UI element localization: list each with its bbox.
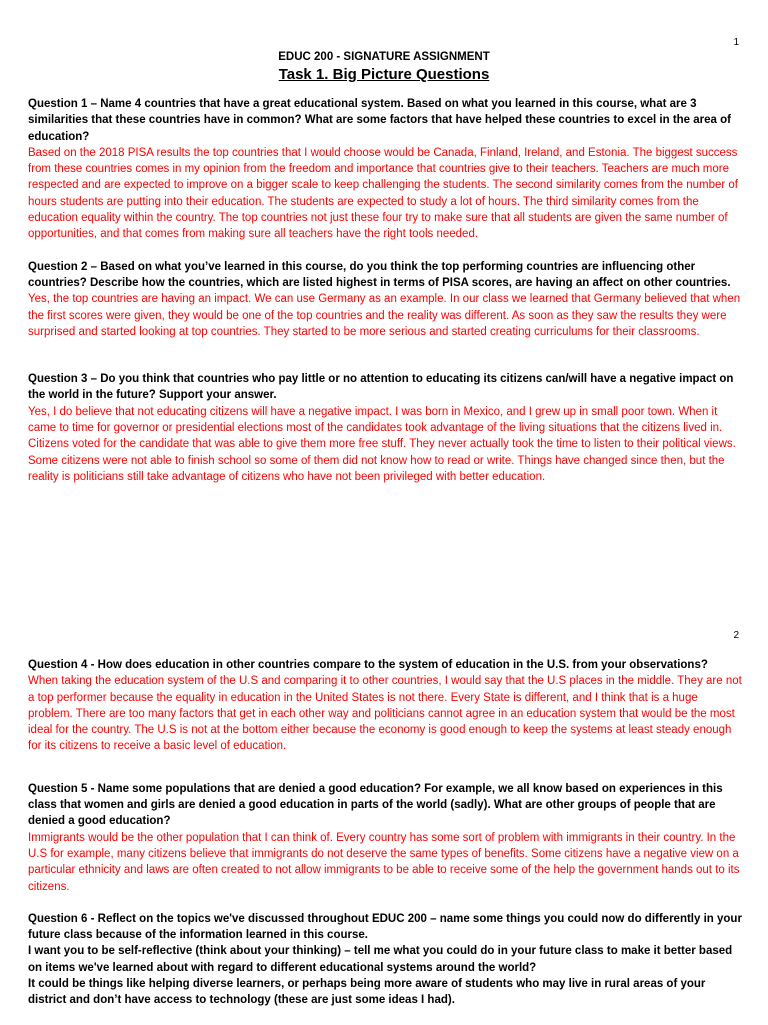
assignment-label: EDUC 200 - SIGNATURE ASSIGNMENT [278,51,490,63]
question-6-text: Question 6 - Reflect on the topics we've discussed throughout EDUC 200 – name some things you could now do differently in your future class because of the information learned in this course. [28,912,742,942]
question-block-2 [28,259,742,340]
task-title: Task 1. Big Picture Questions [278,66,490,83]
question-2-text: Question 2 – Based on what you’ve learned in this course, do you think the top performing countries are influencing other countries? Describe how the countries, which are listed highest in terms of PISA scores, are having an affect on other countries. [28,260,731,289]
question-4-text: Question 4 - How does education in other countries compare to the system of education in the U.S. from your observations? [28,659,708,671]
question-1-text: Question 1 – Name 4 countries that have a great educational system. Based on what you learned in this course, what are 3 similarities that these countries have in common? What are some factors that have helped these countries to excel in the area of education? [28,98,731,143]
answer-5-text: Immigrants would be the other population that I can think of. Every country has some sort of problem with immigrants in their country. In the U.S for example, many citizens believe that immigrants do not deserve the same types of benefits. Some citizens have a negative view on a particular ethnicity and laws are often created to not allow immigrants to be able to receive some of the help the government hands out to its citizens. [28,831,740,893]
question-block-1 [28,96,742,243]
answer-2-text: Yes, the top countries are having an impact. We can use Germany as an example. In our class we learned that Germany believed that when the first scores were given, they would be one of the top countries and the reality was different. As soon as they saw the results they were surprised and started looking at top countries. They started to be more serious and started creating curriculums for their classrooms. [28,293,741,338]
question-3-text: Question 3 – Do you think that countries who pay little or no attention to educating its citizens can/will have a negative impact on the world in the future? Support your answer. [28,373,734,402]
question-block-5 [28,781,742,895]
document-page-2 [0,612,768,1024]
answer-3-text: Yes, I do believe that not educating citizens will have a negative impact. I was born in Mexico, and I grew up in small poor town. When it came to time for governor or presidential elections most of the candidates took advantage of the living situations that the citizens lived in. Citizens voted for the candidate that was able to give them more free stuff. They never actually took the time to listen to their political views. Some citizens were not able to finish school so some of them did not know how to read or write. Things have changed since then, but the reality is politicians still take advantage of citizens who have not been privileged with better education. [28,405,736,483]
page-2-content [28,657,742,1025]
page-1-content [28,96,742,501]
page-number: 2 [733,630,739,641]
question-block-3 [28,371,742,485]
question-6-examples: It could be things like helping diverse learners, or perhaps being more aware of students who may live in rural areas of your district and don’t have access to technology (these are just some ideas I had). [28,978,706,1007]
question-5-text: Question 5 - Name some populations that are denied a good education? For example, we all know based on experiences in this class that women and girls are denied a good education in parts of the world (sadly). What are other groups of people that are denied a good education? [28,782,723,828]
question-6-instruction: I want you to be self-reflective (think about your thinking) – tell me what you could do in your future class to make it better based on items we've learned about with regard to different educational systems around the world? [28,945,733,974]
page-number: 1 [733,37,739,48]
answer-4-text: When taking the education system of the U.S and comparing it to other countries, I would say that the U.S places in the middle. They are not a top performer because the equality in education in the United States is not there. Every State is different, and I think that is a huge problem. There are too many factors that get in each other way and politicians cannot agree in an education system that would be the most ideal for the country. The U.S is not at the bottom either because the economy is good enough to keep the systems at least steady enough for its citizens to receive a basic level of education. [28,675,742,753]
question-block-6 [28,911,742,1009]
answer-1-text: Based on the 2018 PISA results the top countries that I would choose would be Canada, Finland, Ireland, and Estonia. The biggest success from these countries comes in my opinion from the freedom and importance that countries give to their teachers. Teachers are much more respected and are expected to improve on a bigger scale to keep challenging the students. The second similarity comes from the number of hours students are putting into their education. The students are expected to study a lot of hours. The third similarity comes from the education equality within the country. The top countries not just these four try to make sure that all students are given the same number of opportunities, and that comes from making sure all teachers have the right tools needed. [28,146,738,241]
question-block-4 [28,657,742,755]
